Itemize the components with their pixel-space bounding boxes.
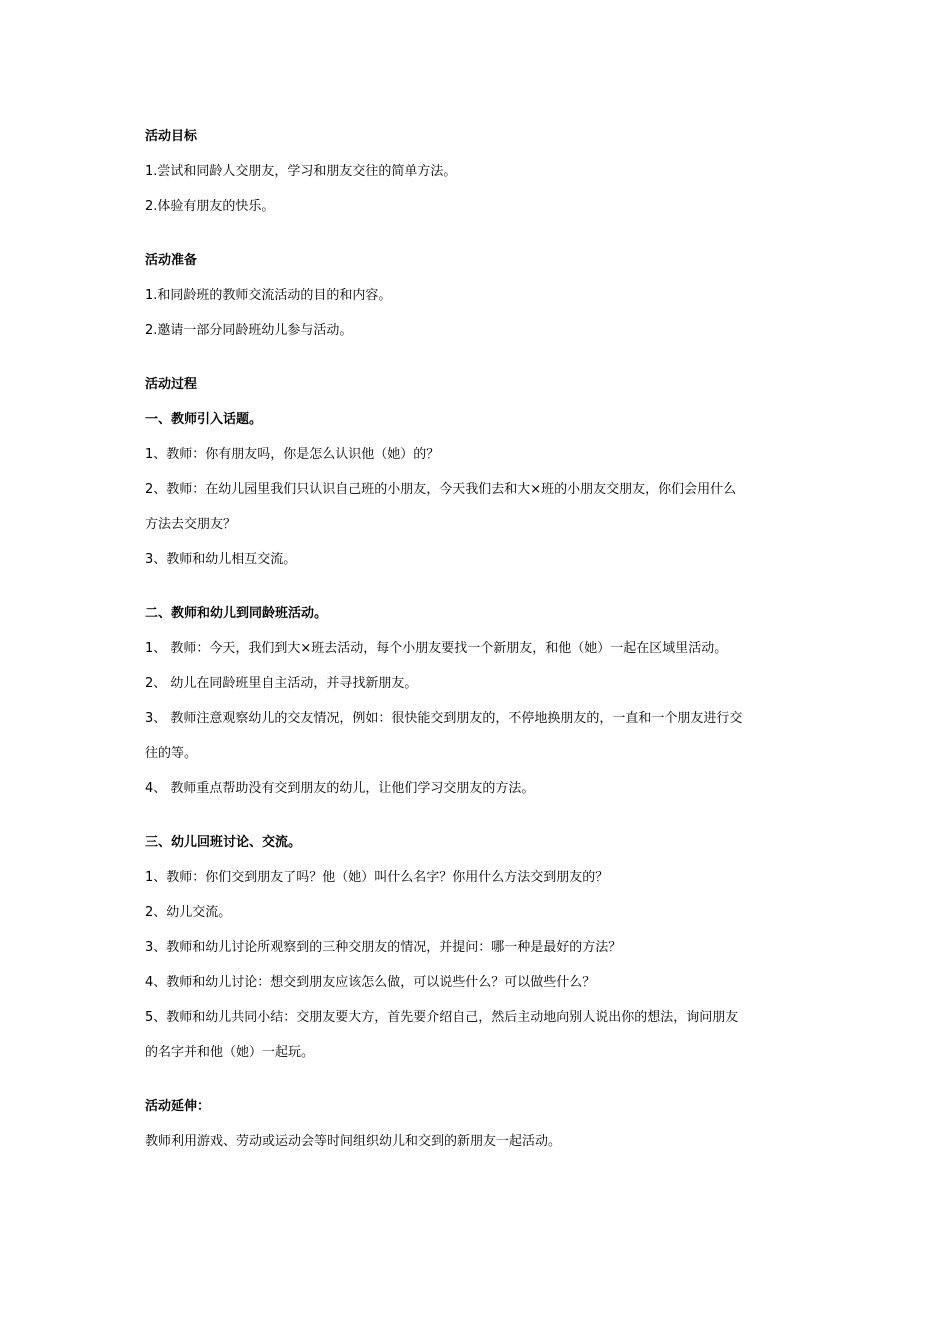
process-section-title: 三、幼儿回班讨论、交流。 [145, 835, 302, 850]
process-step: 1、教师：你有朋友吗，你是怎么认识他（她）的？ [145, 447, 440, 462]
process-step: 1、 教师：今天，我们到大×班去活动，每个小朋友要找一个新朋友，和他（她）一起在区域里活动。 [145, 641, 728, 656]
process-step: 3、教师和幼儿相互交流。 [145, 552, 297, 567]
process-step: 2、教师：在幼儿园里我们只认识自己班的小朋友，今天我们去和大×班的小朋友交朋友，你们会用什么 [145, 482, 737, 497]
process-step: 1、教师：你们交到朋友了吗？他（她）叫什么名字？你用什么方法交到朋友的？ [145, 870, 609, 885]
goals-item: 1.尝试和同龄人交朋友，学习和朋友交往的简单方法。 [145, 164, 457, 179]
process-step: 4、 教师重点帮助没有交到朋友的幼儿，让他们学习交朋友的方法。 [145, 781, 535, 796]
process-step: 5、教师和幼儿共同小结：交朋友要大方，首先要介绍自己，然后主动地向别人说出你的想法，询问朋友 [145, 1010, 739, 1025]
process-step: 4、教师和幼儿讨论：想交到朋友应该怎么做，可以说些什么？可以做些什么？ [145, 975, 596, 990]
process-step: 2、 幼儿在同龄班里自主活动，并寻找新朋友。 [145, 676, 418, 691]
process-step: 的名字并和他（她）一起玩。 [145, 1045, 315, 1060]
process-step: 3、教师和幼儿讨论所观察到的三种交朋友的情况，并提问：哪一种是最好的方法？ [145, 940, 622, 955]
extension-heading: 活动延伸： [145, 1099, 211, 1114]
extension-text: 教师利用游戏、劳动或运动会等时间组织幼儿和交到的新朋友一起活动。 [145, 1134, 562, 1149]
process-step: 3、 教师注意观察幼儿的交友情况，例如：很快能交到朋友的，不停地换朋友的，一直和一个朋友进行交 [145, 711, 743, 726]
process-step: 方法去交朋友？ [145, 517, 237, 532]
prep-heading: 活动准备 [145, 253, 198, 268]
goals-item: 2.体验有朋友的快乐。 [145, 199, 275, 214]
process-step: 2、幼儿交流。 [145, 905, 232, 920]
process-step: 往的等。 [145, 746, 198, 761]
process-section-title: 一、教师引入话题。 [145, 412, 263, 427]
process-section-title: 二、教师和幼儿到同龄班活动。 [145, 606, 328, 621]
process-heading: 活动过程 [145, 377, 198, 392]
prep-item: 2.邀请一部分同龄班幼儿参与活动。 [145, 323, 353, 338]
prep-item: 1.和同龄班的教师交流活动的目的和内容。 [145, 288, 392, 303]
goals-heading: 活动目标 [145, 129, 198, 144]
